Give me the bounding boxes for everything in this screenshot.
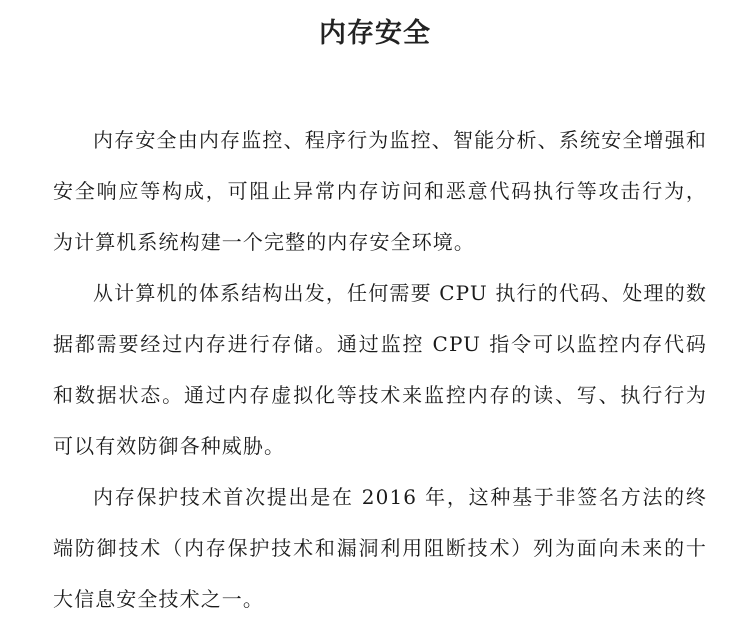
page-title: 内存安全 bbox=[319, 18, 431, 49]
paragraph-1: 内存安全由内存监控、程序行为监控、智能分析、系统安全增强和安全响应等构成，可阻止异常内存访问和恶意代码执行等攻击行为，为计算机系统构建一个完整的内存安全环境。 bbox=[53, 128, 707, 254]
paragraph-2: 从计算机的体系结构出发，任何需要 CPU 执行的代码、处理的数据都需要经过内存进行存储。通过监控 CPU 指令可以监控内存代码和数据状态。通过内存虚拟化等技术来监控内存的读、写、执行行为可以有效防御各种威胁。 bbox=[53, 281, 707, 458]
paragraph-3: 内存保护技术首次提出是在 2016 年，这种基于非签名方法的终端防御技术（内存保护技术和漏洞利用阻断技术）列为面向未来的十大信息安全技术之一。 bbox=[53, 485, 707, 611]
document-body bbox=[53, 115, 707, 625]
